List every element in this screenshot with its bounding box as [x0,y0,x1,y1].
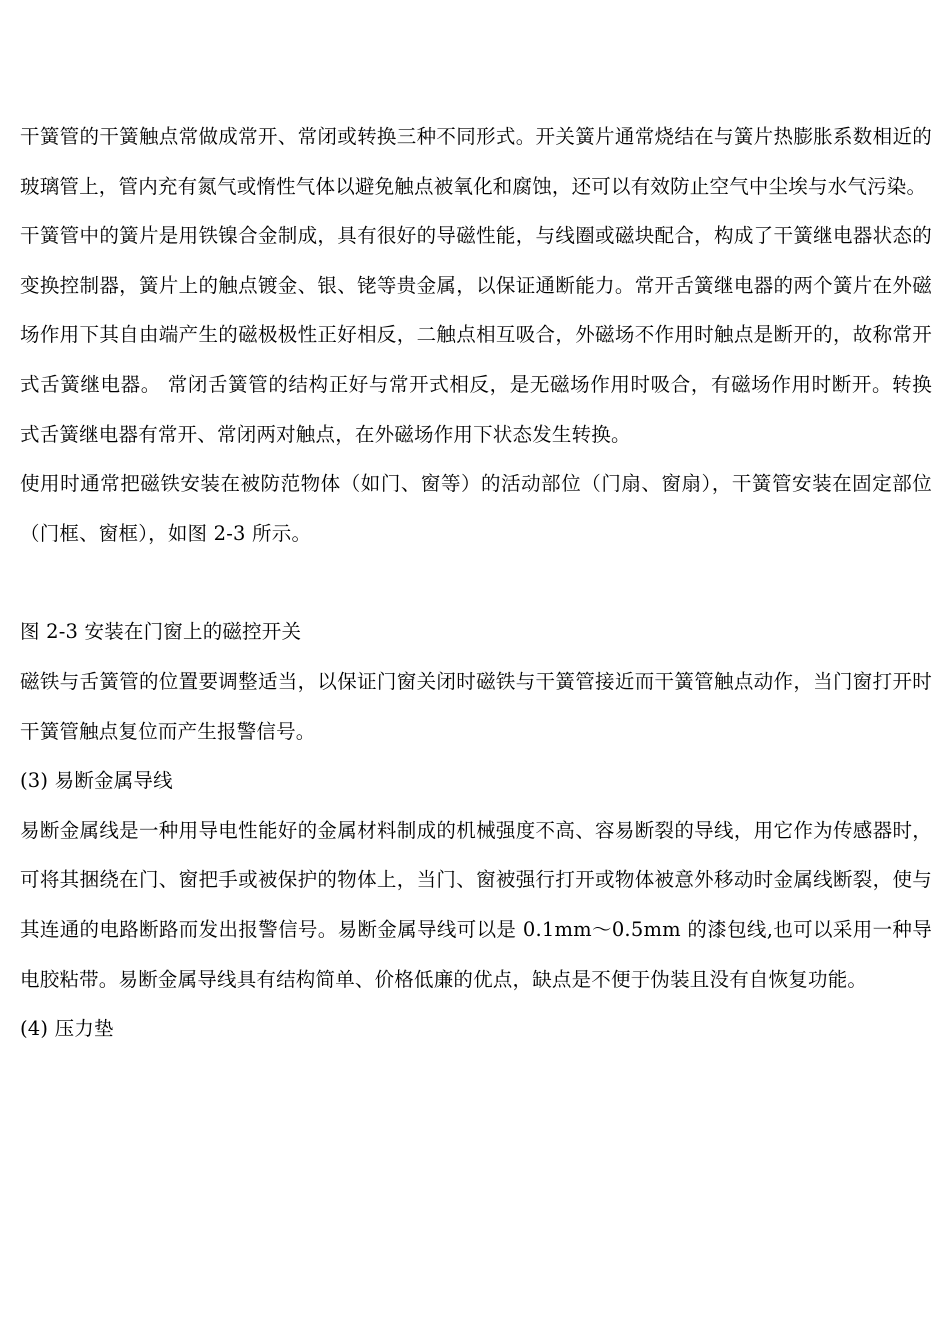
section-heading-breakable-wire: (3) 易断金属导线 [20,769,173,793]
paragraph-reed-material: 干簧管中的簧片是用铁镍合金制成，具有很好的导磁性能，与线圈或磁块配合，构成了干簧继电器状态的变换控制器，簧片上的触点镀金、银、铑等贵金属，以保证通断能力。常开舌簧继电器的两个簧片在外磁场作用下其自由端产生的磁极极性正好相反，二触点相互吸合，外磁场不作用时触点是断开的，故称常开式舌簧继电器。 常闭舌簧管的结构正好与常开式相反，是无磁场作用时吸合，有磁场作用时断开。转换式舌簧继电器有常开、常闭两对触点，在外磁场作用下状态发生转换。 [20,224,932,446]
paragraph-breakable-wire: 易断金属线是一种用导电性能好的金属材料制成的机械强度不高、容易断裂的导线，用它作为传感器时，可将其捆绕在门、窗把手或被保护的物体上，当门、窗被强行打开或物体被意外移动时金属线断裂，使与其连通的电路断路而发出报警信号。易断金属导线可以是 0.1mm～0.5mm 的漆包线,也可以采用一种导电胶粘带。易断金属导线具有结构简单、价格低廉的优点，缺点是不便于伪装且没有自恢复功能。 [20,818,932,991]
figure-placeholder [20,558,932,607]
figure-caption: 图 2-3 安装在门窗上的磁控开关 [20,620,302,644]
section-heading-pressure-pad: (4) 压力垫 [20,1017,114,1041]
paragraph-magnet-position: 磁铁与舌簧管的位置要调整适当，以保证门窗关闭时磁铁与干簧管接近而干簧管触点动作，当门窗打开时干簧管触点复位而产生报警信号。 [20,669,932,743]
paragraph-reed-contacts: 干簧管的干簧触点常做成常开、常闭或转换三种不同形式。开关簧片通常烧结在与簧片热膨胀系数相近的玻璃管上，管内充有氮气或惰性气体以避免触点被氧化和腐蚀，还可以有效防止空气中尘埃与水气污染。 [20,125,932,198]
paragraph-installation: 使用时通常把磁铁安装在被防范物体（如门、窗等）的活动部位（门扇、窗扇），干簧管安装在固定部位（门框、窗框），如图 2-3 所示。 [20,472,932,545]
document-page [20,112,932,1054]
